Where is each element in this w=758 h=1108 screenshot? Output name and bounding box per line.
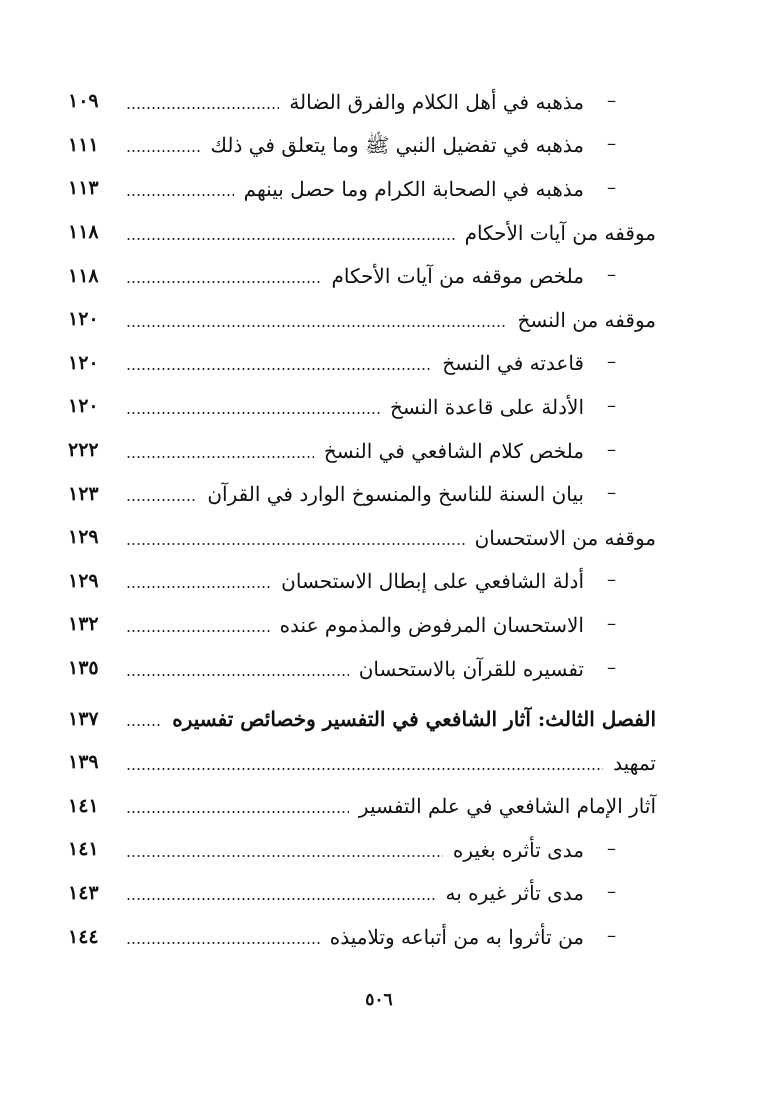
dot-leader <box>126 107 279 109</box>
bullet-dash: – <box>607 569 616 591</box>
toc-entry-title: مدى تأثر غيره به <box>445 881 584 906</box>
toc-page-number: ١٢٣ <box>68 482 99 505</box>
toc-entry-title: تفسيره للقرآن بالاستحسان <box>358 656 584 681</box>
dot-leader <box>126 412 380 414</box>
toc-section-entry <box>68 211 656 255</box>
toc-entry-title: موقفه من آيات الأحكام <box>464 220 656 245</box>
bullet-dash: – <box>607 177 616 199</box>
toc-chapter-heading <box>68 697 656 741</box>
dot-leader <box>126 724 162 726</box>
toc-section-entry <box>68 298 656 342</box>
toc-entry-title: تمهيد <box>613 750 656 775</box>
dot-leader <box>126 543 465 545</box>
bullet-dash: – <box>607 837 616 859</box>
toc-subsection-entry <box>68 647 656 691</box>
toc-entry-title: الفصل الثالث: آثار الشافعي في التفسير وخصائص تفسيره <box>172 707 656 732</box>
bullet-dash: – <box>607 133 616 155</box>
toc-entry-title: موقفه من النسخ <box>517 307 656 332</box>
toc-subsection-entry <box>68 429 656 473</box>
toc-page-number: ١٤١ <box>68 838 99 861</box>
dot-leader <box>126 238 455 240</box>
toc-subsection-entry <box>68 472 656 516</box>
toc-entry-title: مدى تأثره بغيره <box>452 837 584 862</box>
toc-entry-title: بيان السنة للناسخ والمنسوخ الوارد في القرآن <box>207 482 584 507</box>
toc-subsection-entry <box>68 167 656 211</box>
dot-leader <box>126 768 603 770</box>
toc-page-number: ١٣٢ <box>68 613 99 636</box>
toc-subsection-entry <box>68 872 656 916</box>
bullet-dash: – <box>607 438 616 460</box>
table-of-contents <box>68 80 656 959</box>
toc-section-entry <box>68 741 656 785</box>
toc-entry-title: من تأثروا به من أتباعه وتلاميذه <box>329 925 584 950</box>
toc-page-number: ١٢٩ <box>68 569 99 592</box>
toc-page-number: ١٤٣ <box>68 881 99 904</box>
toc-page-number: ١٣٥ <box>68 657 99 680</box>
page-number: ٥٠٦ <box>365 990 393 1010</box>
toc-page-number: ١١٨ <box>68 264 99 287</box>
dot-leader <box>126 150 201 152</box>
toc-subsection-entry <box>68 560 656 604</box>
toc-entry-title: موقفه من الاستحسان <box>474 525 656 550</box>
dot-leader <box>126 630 270 632</box>
toc-page-number: ١٠٩ <box>68 90 99 113</box>
toc-page-number: ١٣٩ <box>68 751 99 774</box>
toc-subsection-entry <box>68 124 656 168</box>
dot-leader <box>126 898 436 900</box>
toc-entry-title: آثار الإمام الشافعي في علم التفسير <box>358 794 656 819</box>
bullet-dash: – <box>607 89 616 111</box>
dot-leader <box>126 499 197 501</box>
bullet-dash: – <box>607 351 616 373</box>
dot-leader <box>126 674 349 676</box>
toc-page-number: ١٢٠ <box>68 351 99 374</box>
toc-page-number: ١٣٧ <box>68 707 99 730</box>
bullet-dash: – <box>607 482 616 504</box>
toc-entry-title: ملخص موقفه من آيات الأحكام <box>331 264 584 289</box>
toc-page-number: ١٤١ <box>68 794 99 817</box>
toc-page-number: ١٢٩ <box>68 526 99 549</box>
bullet-dash: – <box>607 925 616 947</box>
dot-leader <box>126 811 349 813</box>
toc-section-entry <box>68 785 656 829</box>
bullet-dash: – <box>607 395 616 417</box>
toc-page-number: ١٢٠ <box>68 308 99 331</box>
bullet-dash: – <box>607 881 616 903</box>
toc-page-number: ١١١ <box>68 133 99 156</box>
toc-page-number: ١٢٠ <box>68 395 99 418</box>
dot-leader <box>126 281 322 283</box>
toc-subsection-entry <box>68 254 656 298</box>
dot-leader <box>126 855 443 857</box>
toc-subsection-entry <box>68 80 656 124</box>
dot-leader <box>126 456 314 458</box>
toc-entry-title: قاعدته في النسخ <box>442 351 584 376</box>
toc-page-number: ٢٢٢ <box>68 439 99 462</box>
toc-subsection-entry <box>68 342 656 386</box>
toc-page-number: ١١٣ <box>68 177 99 200</box>
dot-leader <box>126 942 320 944</box>
toc-entry-title: مذهبه في تفضيل النبي ﷺ وما يتعلق في ذلك <box>210 133 584 158</box>
dot-leader <box>126 194 234 196</box>
dot-leader <box>126 368 432 370</box>
toc-section-entry <box>68 516 656 560</box>
dot-leader <box>126 325 507 327</box>
toc-subsection-entry <box>68 385 656 429</box>
toc-entry-title: الأدلة على قاعدة النسخ <box>390 394 584 419</box>
toc-subsection-entry <box>68 828 656 872</box>
toc-entry-title: مذهبه في الصحابة الكرام وما حصل بينهم <box>243 176 584 201</box>
toc-page-number: ١١٨ <box>68 221 99 244</box>
toc-subsection-entry <box>68 603 656 647</box>
bullet-dash: – <box>607 264 616 286</box>
toc-page-number: ١٤٤ <box>68 925 99 948</box>
dot-leader <box>126 586 271 588</box>
bullet-dash: – <box>607 656 616 678</box>
toc-entry-title: مذهبه في أهل الكلام والفرق الضالة <box>289 89 584 114</box>
toc-entry-title: أدلة الشافعي على إبطال الاستحسان <box>281 569 584 594</box>
toc-entry-title: الاستحسان المرفوض والمذموم عنده <box>279 612 584 637</box>
toc-subsection-entry <box>68 915 656 959</box>
bullet-dash: – <box>607 613 616 635</box>
toc-entry-title: ملخص كلام الشافعي في النسخ <box>323 438 584 463</box>
